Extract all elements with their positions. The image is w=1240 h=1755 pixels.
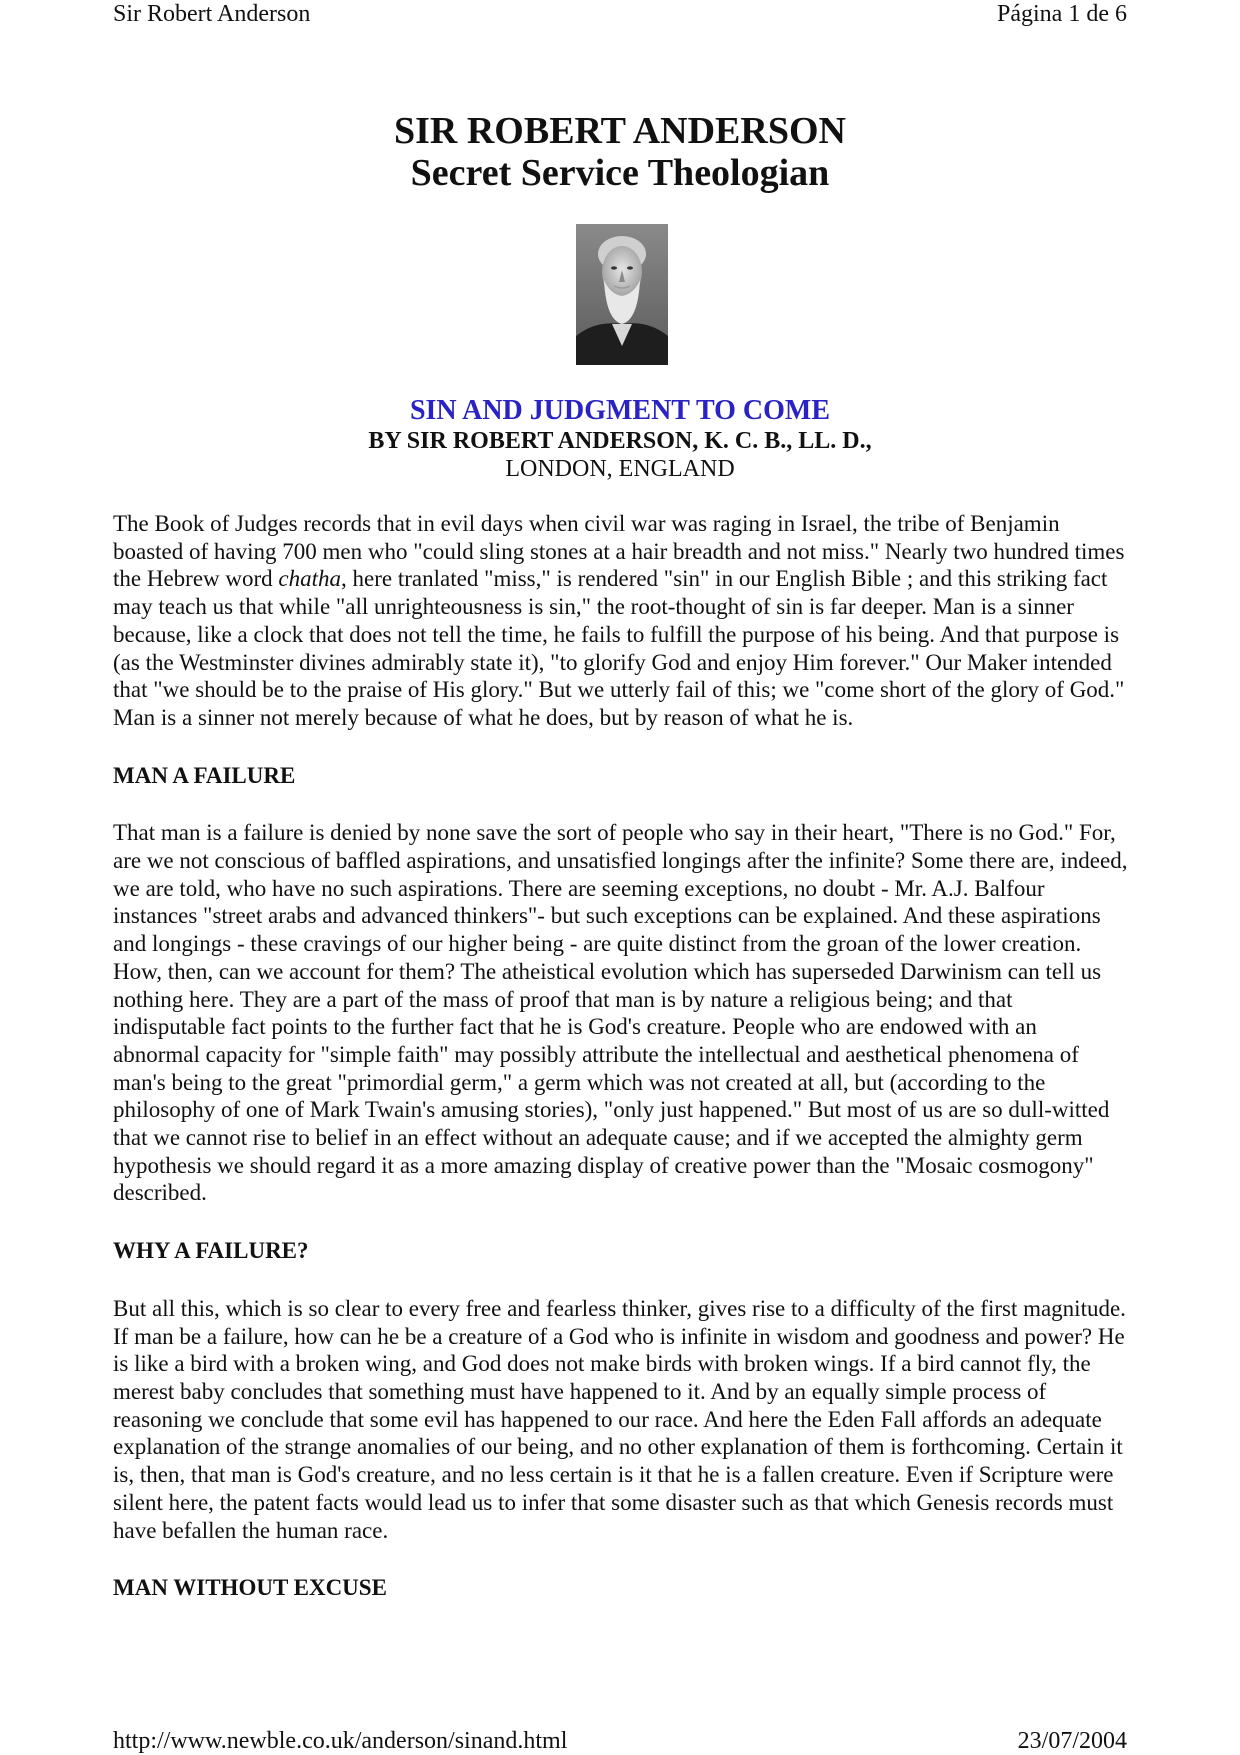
- paragraph-1-hebrew-word: chatha: [278, 566, 342, 592]
- title-block: [0, 110, 1240, 194]
- article-title: SIN AND JUDGMENT TO COME: [409, 395, 831, 426]
- main-title: SIR ROBERT ANDERSON: [394, 110, 846, 152]
- body-paragraph-1: [113, 510, 1129, 732]
- page-footer-url[interactable]: http://www.newble.co.uk/anderson/sinand.html: [113, 1728, 568, 1754]
- page-header-title: Sir Robert Anderson: [113, 1, 311, 27]
- section-heading-why-a-failure: WHY A FAILURE?: [113, 1238, 309, 1264]
- article-heading-block: [0, 395, 1240, 483]
- body-paragraph-3: But all this, which is so clear to every free and fearless thinker, gives rise to a difficulty of the first magnitude. If man be a failure, how can he be a creature of a God who is infinite in wisdom and goodness and power? He is like a bird with a broken wing, and God does not make birds with broken wings. If a bird cannot fly, the merest baby concludes that something must have happened to it. And by an equally simple process of reasoning we conclude that some evil has happened to our race. And here the Eden Fall affords an adequate explanation of the strange anomalies of our being, and no other explanation of them is forthcoming. Certain it is, then, that man is God's creature, and no less certain is it that he is a fallen creature. Even if Scripture were silent here, the patent facts would lead us to infer that some disaster such as that which Genesis records must have befallen the human race.: [113, 1295, 1126, 1543]
- paragraph-1-text-a: The Book of Judges records that in evil days when civil war was raging in Israel, the tribe of Benjamin boasted of having 700 men who "could sling stones at a hair breadth and not miss." Nearly two hundred times the Hebrew word: [113, 511, 1125, 592]
- article-place: LONDON, ENGLAND: [505, 456, 735, 482]
- paragraph-1-text-b: , here tranlated "miss," is rendered "sin" in our English Bible ; and this striking fact may teach us that while "all unrighteousness is sin," the root-thought of sin is far deeper. Man is a sinner because, like a clock that does not tell the time, he fails to fulfill the purpose of his being. And that purpose is (as the Westminster divines admirably state it), "to glorify God and enjoy Him forever." Our Maker intended that "we should be to the praise of His glory." But we utterly fail of this; we "come short of the glory of God." Man is a sinner not merely because of what he does, but by reason of what he is.: [113, 566, 1125, 730]
- portrait-photo-icon: [576, 224, 668, 365]
- page-footer-date: 23/07/2004: [1017, 1728, 1127, 1754]
- section-heading-man-without-excuse: MAN WITHOUT EXCUSE: [113, 1575, 387, 1601]
- body-paragraph-2: That man is a failure is denied by none save the sort of people who say in their heart, "There is no God." For, are we not conscious of baffled aspirations, and unsatisfied longings after the infinite? Some there are, indeed, we are told, who have no such aspirations. There are seeming exceptions, no doubt - Mr. A.J. Balfour instances "street arabs and advanced thinkers"- but such exceptions can be explained. And these aspirations and longings - these cravings of our higher being - are quite distinct from the groan of the lower creation. How, then, can we account for them? The atheistical evolution which has superseded Darwinism can tell us nothing here. They are a part of the mass of proof that man is by nature a religious being; and that indisputable fact points to the further fact that he is God's creature. People who are endowed with an abnormal capacity for "simple faith" may possibly attribute the intellectual and aesthetical phenomena of man's being to the great "primordial germ," a germ which was not created at all, but (according to the philosophy of one of Mark Twain's amusing stories), "only just happened." But most of us are so dull-witted that we cannot rise to belief in an effect without an adequate cause; and if we accepted the almighty germ hypothesis we should regard it as a more amazing display of creative power than the "Mosaic cosmogony" described.: [113, 820, 1128, 1206]
- section-heading-man-a-failure: MAN A FAILURE: [113, 762, 296, 788]
- page-header-page-number: Página 1 de 6: [997, 1, 1127, 27]
- main-subtitle: Secret Service Theologian: [410, 152, 830, 194]
- article-byline: BY SIR ROBERT ANDERSON, K. C. B., LL. D.,: [368, 428, 872, 454]
- article-body: [113, 510, 1129, 1632]
